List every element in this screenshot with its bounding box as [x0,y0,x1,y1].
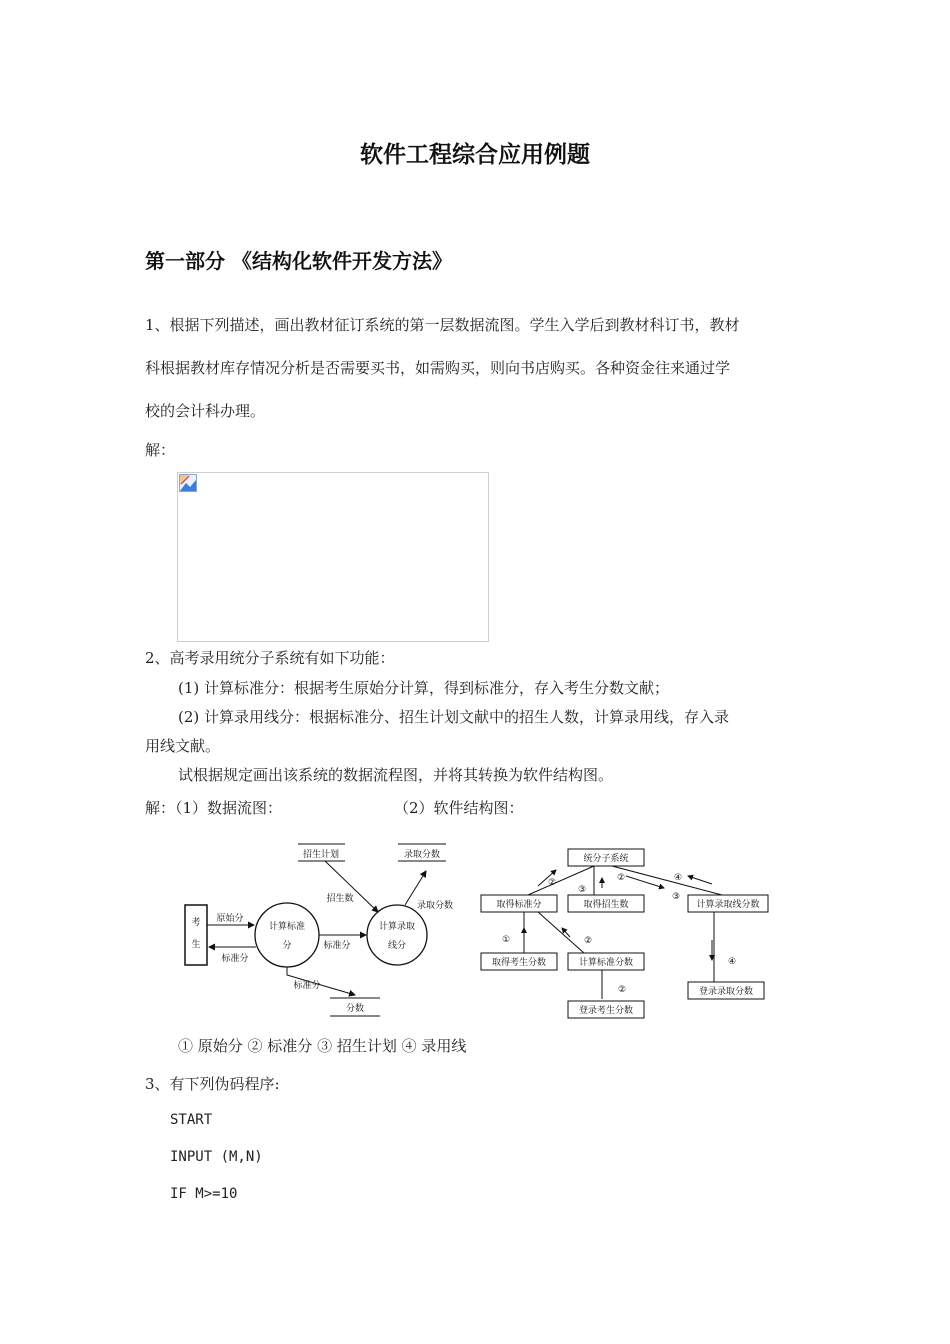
q2-item-2a: (2) 计算录用线分：根据标准分、招生计划文献中的招生人数，计算录用线，存入录 [178,708,730,726]
svg-text:考: 考 [191,918,201,928]
svg-text:取得标准分: 取得标准分 [496,900,542,910]
q2-answer-label-dfd: 解：（1）数据流图： [145,799,283,817]
q2-instruction: 试根据规定画出该系统的数据流程图，并将其转换为软件结构图。 [178,766,614,784]
module-root [568,849,644,866]
flow-standard-down [287,967,355,995]
svg-text:原始分: 原始分 [216,914,244,924]
flow-enroll-count [325,861,378,912]
module-get-enroll [568,895,644,912]
couple-label-plan: ③ [577,885,587,895]
svg-text:录取分数: 录取分数 [403,850,441,860]
software-structure-chart [476,842,776,1024]
svg-text:计算录取: 计算录取 [378,922,416,932]
svg-text:标准分: 标准分 [323,941,351,951]
q2-item-1: (1) 计算标准分：根据考生原始分计算，得到标准分，存入考生分数文献； [178,679,670,697]
module-calc-line [688,895,768,912]
q2-answer-label-sc: （2）软件结构图： [394,799,524,817]
svg-text:录取分数: 录取分数 [416,901,454,911]
flow-line-score [405,871,453,911]
couple-label-std-3: ② [583,936,593,946]
q2-item-2b: 用线文献。 [145,737,221,755]
module-calc-standard [568,953,644,970]
store-line-score [398,844,446,861]
q1-line-1: 1、根据下列描述，画出教材征订系统的第一层数据流图。学生入学后到教材科订书，教材 [145,316,740,334]
code-line-input: INPUT (M,N) [170,1149,263,1165]
q1-line-2: 科根据教材库存情况分析是否需要买书，如需购买，则向书店购买。各种资金往来通过学 [145,359,731,377]
svg-text:计算标准: 计算标准 [268,922,306,932]
svg-text:招生数: 招生数 [326,894,354,904]
section-heading: 第一部分 《结构化软件开发方法》 [145,249,452,273]
module-get-standard [481,895,557,912]
legend-line: ① 原始分 ② 标准分 ③ 招生计划 ④ 录用线 [178,1037,467,1055]
couple-label-raw: ① [501,935,511,945]
svg-text:招生计划: 招生计划 [302,850,340,860]
svg-text:标准分: 标准分 [221,954,249,964]
svg-text:取得招生数: 取得招生数 [583,900,629,910]
entity-student [185,905,207,965]
process-calc-line [367,905,427,965]
broken-image-icon [179,474,197,492]
svg-text:计算标准分数: 计算标准分数 [578,958,634,968]
svg-text:登录考生分数: 登录考生分数 [578,1006,634,1016]
store-score [330,998,380,1016]
flow-standard-back [209,947,256,964]
svg-text:计算录取线分数: 计算录取线分数 [696,900,760,910]
svg-text:生: 生 [191,940,201,950]
page-title: 软件工程综合应用例题 [360,142,590,168]
module-get-raw [481,953,557,970]
svg-text:标准分: 标准分 [293,981,321,991]
couple-label-line: ④ [673,873,683,883]
store-enroll-plan [298,844,345,861]
q1-line-3: 校的会计科办理。 [145,402,266,420]
svg-text:分: 分 [282,941,292,951]
flow-raw-score [207,912,254,925]
q1-answer-label: 解： [145,441,176,459]
process-calc-standard [255,903,319,967]
q2-line-1: 2、高考录用统分子系统有如下功能： [145,649,395,667]
couple-label-plan-2: ③ [671,892,681,902]
flow-standard-mid [319,935,366,951]
module-register-line [688,982,764,999]
q3-line-1: 3、有下列伪码程序: [145,1075,280,1093]
code-line-if: IF M>=10 [170,1186,238,1202]
svg-text:分数: 分数 [345,1004,365,1014]
svg-text:取得考生分数: 取得考生分数 [491,958,547,968]
module-register-raw [568,1001,644,1018]
couple-label-line-2: ④ [727,957,737,967]
code-line-start: START [170,1112,213,1128]
svg-text:登录录取分数: 登录录取分数 [698,987,754,997]
couple-label-std-4: ② [617,985,627,995]
couple-label-std-1: ② [547,878,557,888]
svg-text:统分子系统: 统分子系统 [583,854,629,864]
data-flow-diagram [180,835,470,1025]
svg-text:线分: 线分 [387,941,407,951]
couple-label-std-2: ② [616,873,626,883]
missing-image-placeholder [177,472,489,642]
